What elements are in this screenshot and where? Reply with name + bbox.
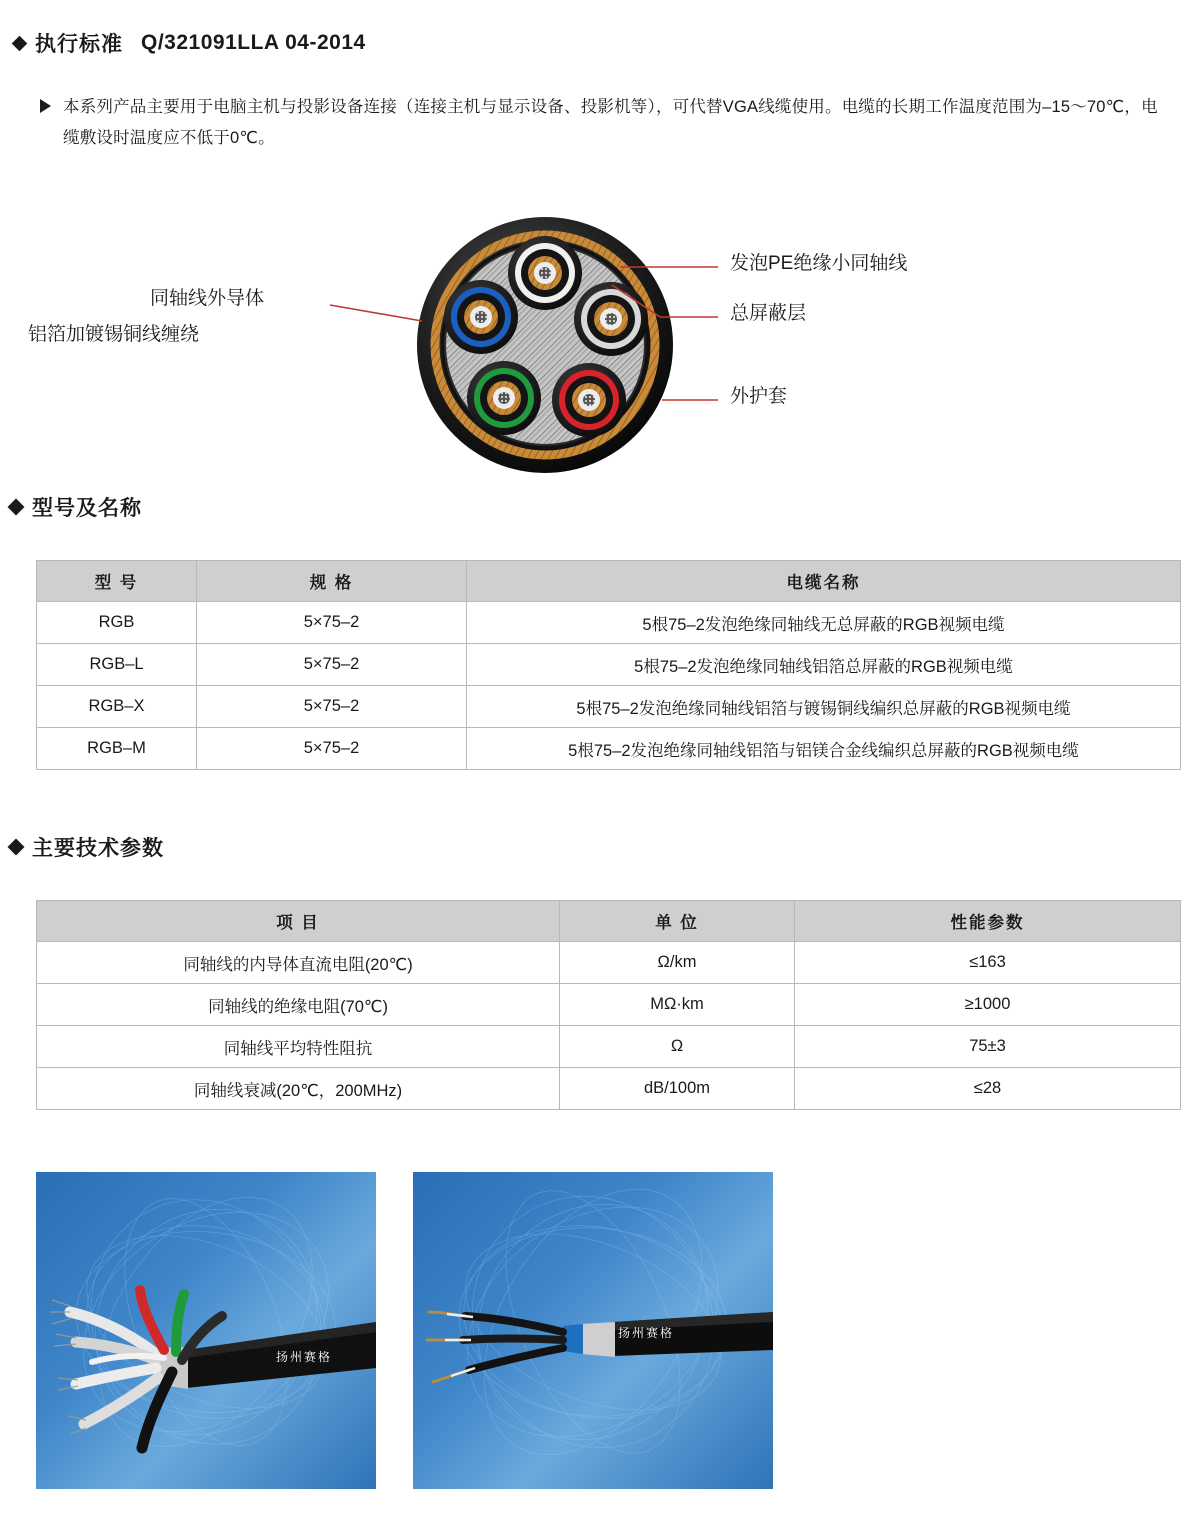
column-header-unit: 单 位	[560, 901, 795, 942]
section-heading-model	[10, 492, 142, 522]
cell-spec: 5×75–2	[197, 686, 467, 728]
column-header-value: 性能参数	[795, 901, 1181, 942]
section-title-params: 主要技术参数	[32, 837, 164, 860]
cell-value: ≤28	[795, 1068, 1181, 1110]
param-table-container	[36, 900, 1181, 1110]
diamond-bullet-icon	[8, 839, 25, 856]
model-table	[36, 560, 1181, 770]
intro-paragraph: 本系列产品主要用于电脑主机与投影设备连接（连接主机与显示设备、投影机等），可代替VGA线缆使用。电缆的长期工作温度范围为–15～70℃，电缆敷设时温度应不低于0℃。	[63, 98, 1158, 147]
diamond-bullet-icon	[12, 35, 28, 51]
standard-code: Q/321091LLA 04-2014	[141, 31, 366, 54]
diagram-label-foil-wrap: 铝箔加镀锡铜线缠绕	[28, 324, 200, 345]
cell-unit: MΩ·km	[560, 984, 795, 1026]
column-header-item: 项 目	[37, 901, 560, 942]
cell-value: ≤163	[795, 942, 1181, 984]
section-title-standard: 执行标准	[35, 33, 123, 56]
diagram-label-coax-outer-conductor: 同轴线外导体	[150, 288, 265, 309]
table-row	[37, 1068, 1181, 1110]
cable-photo-illustration	[413, 1172, 773, 1489]
cell-item: 同轴线的内导体直流电阻(20℃)	[37, 942, 560, 984]
cell-item: 同轴线的绝缘电阻(70℃)	[37, 984, 560, 1026]
diagram-label-foamed-pe: 发泡PE绝缘小同轴线	[730, 253, 908, 274]
product-photo-1	[36, 1172, 376, 1489]
cell-cable-name: 5根75–2发泡绝缘同轴线铝箔总屏蔽的RGB视频电缆	[467, 644, 1181, 686]
cell-item: 同轴线平均特性阻抗	[37, 1026, 560, 1068]
param-table	[36, 900, 1181, 1110]
intro-block	[40, 92, 1170, 153]
column-header-model: 型 号	[37, 561, 197, 602]
table-row	[37, 984, 1181, 1026]
cable-photo-illustration	[36, 1172, 376, 1489]
cell-value: 75±3	[795, 1026, 1181, 1068]
cell-unit: dB/100m	[560, 1068, 795, 1110]
cell-model: RGB–X	[37, 686, 197, 728]
table-header-row	[37, 901, 1181, 942]
table-header-row	[37, 561, 1181, 602]
table-row	[37, 686, 1181, 728]
cell-model: RGB	[37, 602, 197, 644]
table-row	[37, 728, 1181, 770]
cell-value: ≥1000	[795, 984, 1181, 1026]
product-photo-2	[413, 1172, 773, 1489]
section-title-model: 型号及名称	[32, 497, 142, 520]
diamond-bullet-icon	[8, 499, 25, 516]
table-row	[37, 602, 1181, 644]
diagram-label-outer-jacket: 外护套	[730, 386, 788, 407]
column-header-spec: 规 格	[197, 561, 467, 602]
cell-cable-name: 5根75–2发泡绝缘同轴线铝箔与铝镁合金线编织总屏蔽的RGB视频电缆	[467, 728, 1181, 770]
cell-unit: Ω/km	[560, 942, 795, 984]
photo-brand-label: 扬州赛格	[618, 1326, 675, 1340]
cell-model: RGB–L	[37, 644, 197, 686]
column-header-cable-name: 电缆名称	[467, 561, 1181, 602]
table-row	[37, 1026, 1181, 1068]
cell-cable-name: 5根75–2发泡绝缘同轴线铝箔与镀锡铜线编织总屏蔽的RGB视频电缆	[467, 686, 1181, 728]
section-heading-standard	[14, 28, 366, 58]
model-table-container	[36, 560, 1181, 770]
triangle-bullet-icon	[40, 99, 51, 113]
diagram-label-overall-shield: 总屏蔽层	[730, 303, 807, 324]
section-heading-params	[10, 832, 164, 862]
cell-cable-name: 5根75–2发泡绝缘同轴线无总屏蔽的RGB视频电缆	[467, 602, 1181, 644]
cell-item: 同轴线衰减(20℃，200MHz)	[37, 1068, 560, 1110]
table-row	[37, 644, 1181, 686]
cell-model: RGB–M	[37, 728, 197, 770]
cable-cross-section-diagram	[0, 195, 1200, 495]
cell-spec: 5×75–2	[197, 644, 467, 686]
cell-spec: 5×75–2	[197, 602, 467, 644]
photo-brand-label: 扬州赛格	[276, 1350, 333, 1364]
cell-unit: Ω	[560, 1026, 795, 1068]
cell-spec: 5×75–2	[197, 728, 467, 770]
table-row	[37, 942, 1181, 984]
